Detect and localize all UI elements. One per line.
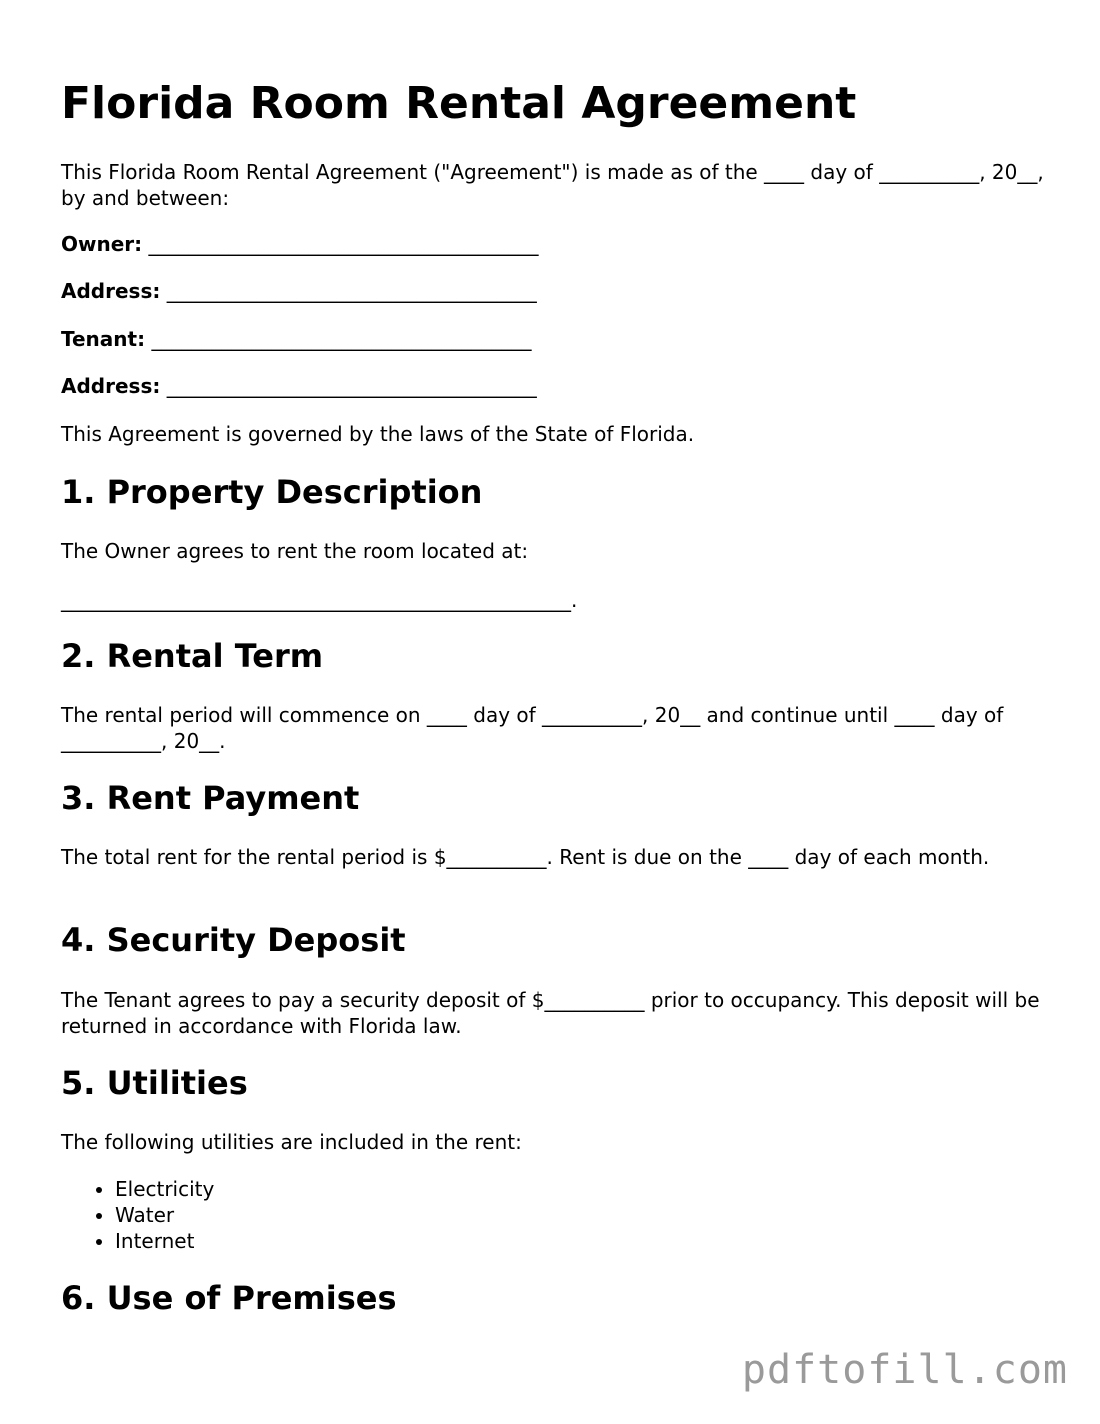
utilities-list <box>61 1176 214 1254</box>
rent-text: The total rent for the rental period is $__________. Rent is due on the ____ day of each month. <box>61 845 990 869</box>
governing-law-text: This Agreement is governed by the laws of the State of Florida. <box>61 422 695 446</box>
utility-item: • Electricity <box>115 1176 214 1202</box>
section-heading-property: 1. Property Description <box>61 473 483 511</box>
tenant-label: Tenant: <box>61 327 146 351</box>
tenant-field <box>61 326 531 352</box>
utility-item: • Internet <box>115 1228 214 1254</box>
section-heading-deposit: 4. Security Deposit <box>61 921 406 959</box>
document-title: Florida Room Rental Agreement <box>61 78 857 129</box>
tenant-address-label: Address: <box>61 374 161 398</box>
owner-address-field <box>61 278 537 304</box>
property-address-blank[interactable]: ___________________________________________________. <box>61 588 578 612</box>
deposit-text: The Tenant agrees to pay a security deposit of $__________ prior to occupancy. This deposit will be returned in accordance with Florida law. <box>61 988 1040 1038</box>
owner-label: Owner: <box>61 232 143 256</box>
tenant-blank[interactable]: ______________________________________ <box>151 327 532 351</box>
section-heading-use: 6. Use of Premises <box>61 1279 397 1317</box>
owner-blank[interactable]: _______________________________________ <box>148 232 539 256</box>
section-heading-term: 2. Rental Term <box>61 637 324 675</box>
tenant-address-field <box>61 373 537 399</box>
utilities-text: The following utilities are included in the rent: <box>61 1130 522 1154</box>
section-heading-utilities: 5. Utilities <box>61 1064 248 1102</box>
property-text: The Owner agrees to rent the room located at: <box>61 539 529 563</box>
utility-item: • Water <box>115 1202 214 1228</box>
owner-field <box>61 231 539 257</box>
section-heading-rent: 3. Rent Payment <box>61 779 360 817</box>
tenant-address-blank[interactable]: _____________________________________ <box>166 374 537 398</box>
watermark-text: pdftofill.com <box>741 1347 1068 1393</box>
term-text: The rental period will commence on ____ day of __________, 20__ and continue until ____ day of __________, 20__. <box>61 703 1004 753</box>
owner-address-label: Address: <box>61 279 161 303</box>
owner-address-blank[interactable]: _____________________________________ <box>166 279 537 303</box>
intro-paragraph: This Florida Room Rental Agreement ("Agreement") is made as of the ____ day of __________, 20__, by and between: <box>61 160 1044 210</box>
